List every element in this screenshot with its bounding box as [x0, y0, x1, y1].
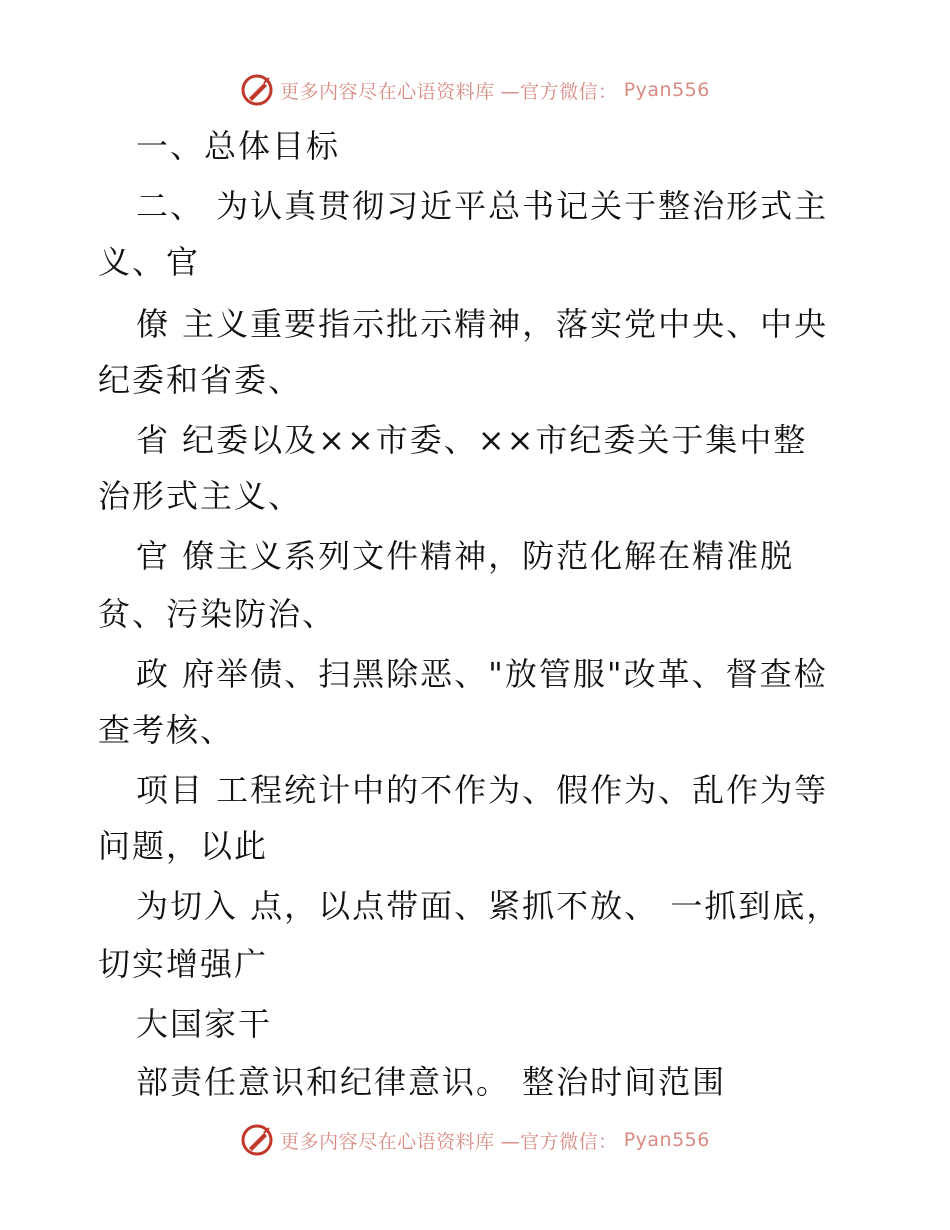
watermark-text-id: Pyan556 — [623, 1129, 710, 1151]
watermark-text-main: 更多内容尽在心语资料库 — [280, 1130, 495, 1153]
paragraph-line: 为切入 点，以点带面、紧抓不放、 一抓到底， — [136, 887, 841, 925]
paragraph-line: 贫、污染防治、 — [98, 595, 337, 633]
header-watermark — [0, 70, 950, 110]
heading-line: 一、总体目标 — [136, 127, 341, 165]
paragraph-line: 政 府举债、扫黑除恶、"放管服"改革、督查检 — [136, 655, 828, 693]
paragraph-line: 治形式主义、 — [98, 477, 303, 515]
paragraph-line: 问题，以此 — [98, 827, 269, 865]
footer-watermark — [0, 1120, 950, 1160]
paragraph-line: 义、官 — [98, 243, 201, 281]
paragraph-line: 僚 主义重要指示批示精神，落实党中央、中央 — [136, 305, 829, 343]
quill-seal-icon — [240, 73, 274, 107]
watermark-text-dash: —官方微信： — [500, 80, 618, 103]
quill-seal-icon — [240, 1123, 274, 1157]
paragraph-line: 二、 为认真贯彻习近平总书记关于整治形式主 — [136, 187, 829, 225]
watermark-text-id: Pyan556 — [623, 79, 710, 101]
paragraph-line: 部责任意识和纪律意识。 整治时间范围 — [136, 1063, 727, 1101]
paragraph-line: 项目 工程统计中的不作为、假作为、乱作为等 — [136, 771, 829, 809]
paragraph-line: 切实增强广 — [98, 945, 269, 983]
watermark-text-dash: —官方微信： — [500, 1130, 618, 1153]
watermark-text-main: 更多内容尽在心语资料库 — [280, 80, 495, 103]
paragraph-line: 省 纪委以及××市委、××市纪委关于集中整 — [136, 421, 808, 459]
paragraph-line: 官 僚主义系列文件精神，防范化解在精准脱 — [136, 537, 795, 575]
paragraph-line: 大国家干 — [136, 1005, 273, 1043]
paragraph-line: 查考核、 — [98, 711, 235, 749]
paragraph-line: 纪委和省委、 — [98, 361, 303, 399]
